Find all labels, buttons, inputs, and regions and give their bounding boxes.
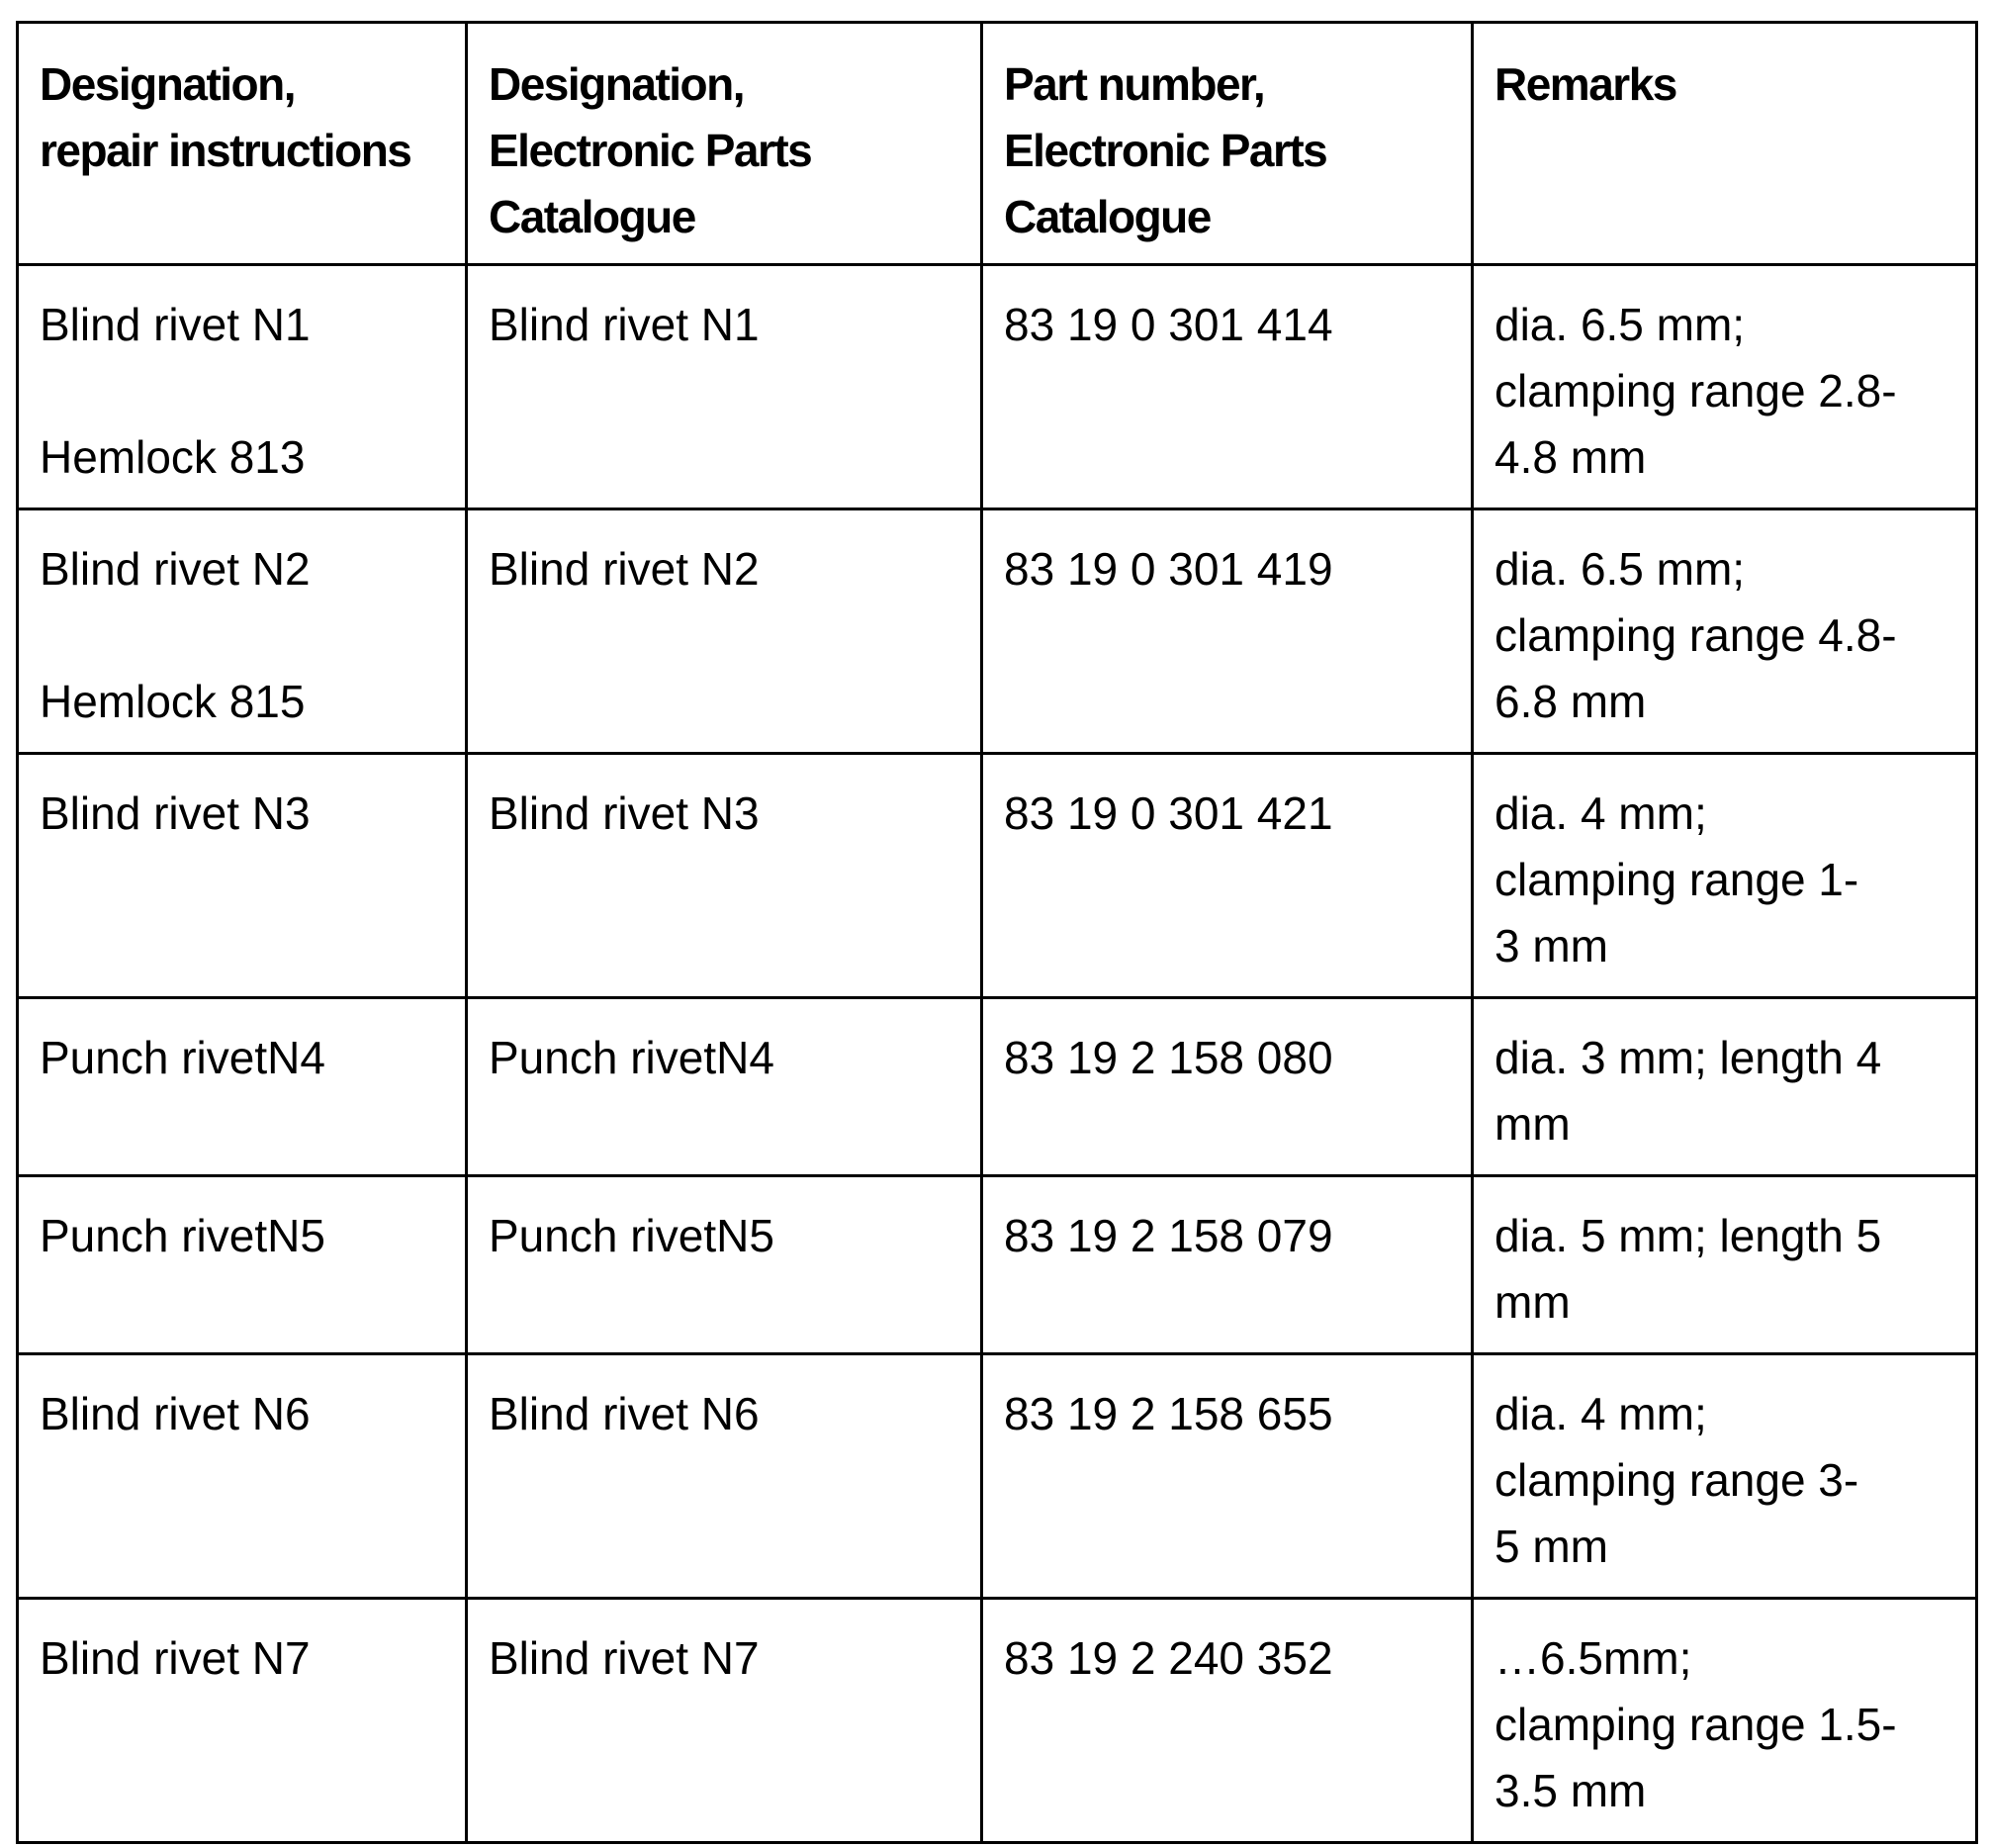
table-row (18, 998, 1977, 1176)
designation-extra-text: Hemlock 813 (40, 431, 306, 483)
parts-table (16, 21, 1978, 1844)
designation-text: Blind rivet N2 (40, 543, 311, 595)
table-row (18, 509, 1977, 754)
cell-part-number: 83 19 0 301 414 (982, 265, 1473, 509)
cell-part-number: 83 19 2 240 352 (982, 1599, 1473, 1843)
cell-designation-epc: Punch rivetN5 (467, 1176, 982, 1354)
cell-designation-epc: Blind rivet N7 (467, 1599, 982, 1843)
cell-part-number: 83 19 2 158 079 (982, 1176, 1473, 1354)
header-designation-epc: Designation, Electronic Parts Catalogue (467, 23, 982, 265)
cell-remarks: dia. 5 mm; length 5 mm (1473, 1176, 1977, 1354)
cell-designation-repair (18, 509, 467, 754)
cell-designation-epc: Punch rivetN4 (467, 998, 982, 1176)
cell-designation-repair (18, 265, 467, 509)
header-part-number: Part number, Electronic Parts Catalogue (982, 23, 1473, 265)
cell-part-number: 83 19 0 301 419 (982, 509, 1473, 754)
table-row (18, 1354, 1977, 1599)
cell-designation-repair: Punch rivetN5 (18, 1176, 467, 1354)
table-row (18, 265, 1977, 509)
cell-remarks: …6.5mm; clamping range 1.5- 3.5 mm (1473, 1599, 1977, 1843)
cell-remarks: dia. 4 mm; clamping range 3- 5 mm (1473, 1354, 1977, 1599)
line-spacer (40, 358, 445, 424)
cell-designation-epc: Blind rivet N3 (467, 754, 982, 998)
cell-part-number: 83 19 2 158 080 (982, 998, 1473, 1176)
header-designation-repair: Designation, repair instructions (18, 23, 467, 265)
cell-designation-repair: Blind rivet N3 (18, 754, 467, 998)
cell-remarks: dia. 4 mm; clamping range 1- 3 mm (1473, 754, 1977, 998)
cell-remarks: dia. 6.5 mm; clamping range 4.8- 6.8 mm (1473, 509, 1977, 754)
table-row (18, 1599, 1977, 1843)
cell-designation-repair: Blind rivet N6 (18, 1354, 467, 1599)
cell-part-number: 83 19 0 301 421 (982, 754, 1473, 998)
header-remarks: Remarks (1473, 23, 1977, 265)
designation-text: Blind rivet N1 (40, 299, 311, 350)
table-row (18, 754, 1977, 998)
table-row (18, 1176, 1977, 1354)
line-spacer (40, 602, 445, 669)
cell-designation-epc: Blind rivet N1 (467, 265, 982, 509)
designation-extra-text: Hemlock 815 (40, 676, 306, 727)
cell-designation-repair: Blind rivet N7 (18, 1599, 467, 1843)
cell-designation-epc: Blind rivet N6 (467, 1354, 982, 1599)
cell-designation-epc: Blind rivet N2 (467, 509, 982, 754)
cell-part-number: 83 19 2 158 655 (982, 1354, 1473, 1599)
cell-designation-repair: Punch rivetN4 (18, 998, 467, 1176)
cell-remarks: dia. 6.5 mm; clamping range 2.8- 4.8 mm (1473, 265, 1977, 509)
cell-remarks: dia. 3 mm; length 4 mm (1473, 998, 1977, 1176)
table-header-row (18, 23, 1977, 265)
